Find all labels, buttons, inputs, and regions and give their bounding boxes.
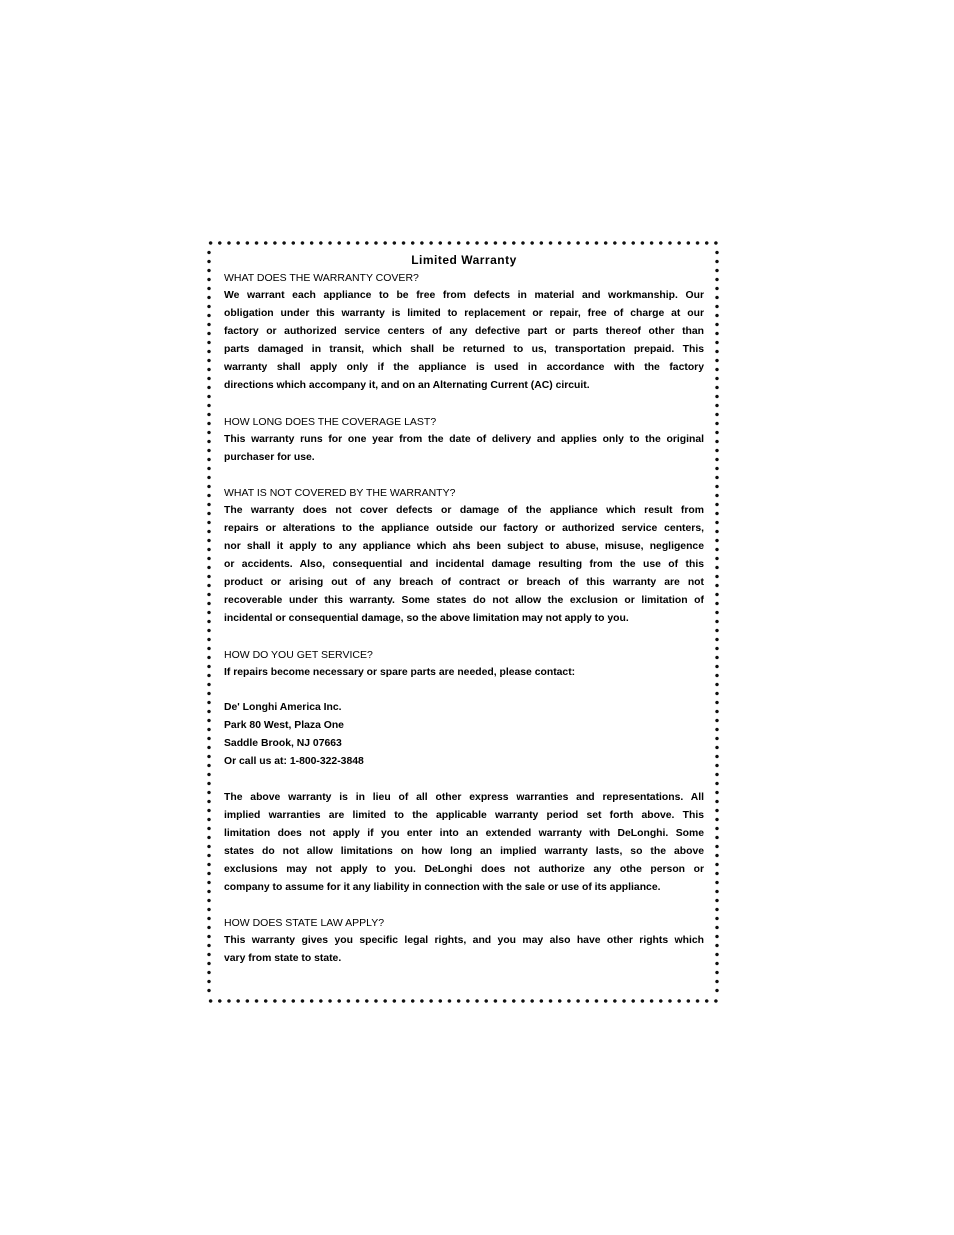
address-city: Saddle Brook, NJ 07663 bbox=[224, 738, 342, 749]
address-company: De' Longhi America Inc. bbox=[224, 702, 342, 713]
paragraph-service bbox=[224, 664, 704, 682]
dotted-border-top bbox=[206, 241, 720, 245]
dotted-border-bottom bbox=[206, 999, 720, 1003]
paragraph-line: states do not allow limitations on how long an implied warranty lasts, so the above bbox=[224, 845, 704, 857]
heading-coverage: WHAT DOES THE WARRANTY COVER? bbox=[224, 272, 419, 284]
paragraph-line: If repairs become necessary or spare parts are needed, please contact: bbox=[224, 666, 576, 678]
paragraph-state-law bbox=[224, 932, 704, 968]
paragraph-line: incidental or consequential damage, so the above limitation may not apply to you. bbox=[224, 613, 629, 624]
paragraph-line: This warranty runs for one year from the date of delivery and applies only to the original bbox=[224, 433, 704, 445]
contact-address bbox=[224, 699, 704, 771]
paragraph-line: exclusions may not apply to you. DeLonghi does not authorize any othe person or bbox=[224, 863, 704, 875]
paragraph-line: vary from state to state. bbox=[224, 953, 342, 964]
paragraph-line: implied warranties are limited to the applicable warranty period set forth above. This bbox=[224, 809, 704, 821]
paragraph-line: product or arising out of any breach of contract or breach of this warranty are not bbox=[224, 577, 704, 588]
paragraph-line: The warranty does not cover defects or damage of the appliance which result from bbox=[224, 505, 704, 516]
dotted-border-left bbox=[207, 248, 211, 996]
paragraph-line: factory or authorized service centers of any defective part or parts thereof other than bbox=[224, 326, 704, 337]
paragraph-line: nor shall it apply to any appliance which ahs been subject to abuse, misuse, negligence bbox=[224, 541, 704, 552]
paragraph-line: company to assume for it any liability in connection with the sale or use of its appliance. bbox=[224, 881, 661, 893]
paragraph-line: recoverable under this warranty. Some states do not allow the exclusion or limitation of bbox=[224, 595, 704, 606]
warranty-content bbox=[224, 251, 704, 968]
paragraph-line: limitation does not apply if you enter into an extended warranty with DeLonghi. Some bbox=[224, 827, 704, 839]
dotted-border-right bbox=[715, 248, 719, 996]
heading-service: HOW DO YOU GET SERVICE? bbox=[224, 648, 373, 661]
paragraph-line: obligation under this warranty is limited to replacement or repair, free of charge at our bbox=[224, 308, 704, 319]
warranty-box bbox=[206, 240, 720, 1004]
paragraph-line: repairs or alterations to the appliance outside our factory or authorized service centers, bbox=[224, 523, 704, 534]
paragraph-line: or accidents. Also, consequential and incidental damage resulting from the use of this bbox=[224, 559, 704, 570]
heading-not-covered: WHAT IS NOT COVERED BY THE WARRANTY? bbox=[224, 487, 456, 499]
paragraph-coverage bbox=[224, 287, 704, 395]
address-street: Park 80 West, Plaza One bbox=[224, 720, 344, 731]
paragraph-line: directions which accompany it, and on an Alternating Current (AC) circuit. bbox=[224, 380, 590, 391]
heading-duration: HOW LONG DOES THE COVERAGE LAST? bbox=[224, 415, 437, 428]
paragraph-disclaimer bbox=[224, 789, 704, 897]
paragraph-not-covered bbox=[224, 502, 704, 628]
paragraph-line: We warrant each appliance to be free from defects in material and workmanship. Our bbox=[224, 290, 704, 301]
paragraph-line: purchaser for use. bbox=[224, 451, 315, 463]
paragraph-line: The above warranty is in lieu of all other express warranties and representations. All bbox=[224, 791, 704, 803]
paragraph-duration bbox=[224, 431, 704, 467]
paragraph-line: warranty shall apply only if the appliance is used in accordance with the factory bbox=[224, 362, 704, 373]
paragraph-line: parts damaged in transit, which shall be returned to us, transportation prepaid. This bbox=[224, 344, 704, 355]
warranty-title: Limited Warranty bbox=[411, 253, 517, 267]
paragraph-line: This warranty gives you specific legal rights, and you may also have other rights which bbox=[224, 935, 704, 946]
address-phone: Or call us at: 1-800-322-3848 bbox=[224, 756, 364, 767]
heading-state-law: HOW DOES STATE LAW APPLY? bbox=[224, 917, 385, 929]
